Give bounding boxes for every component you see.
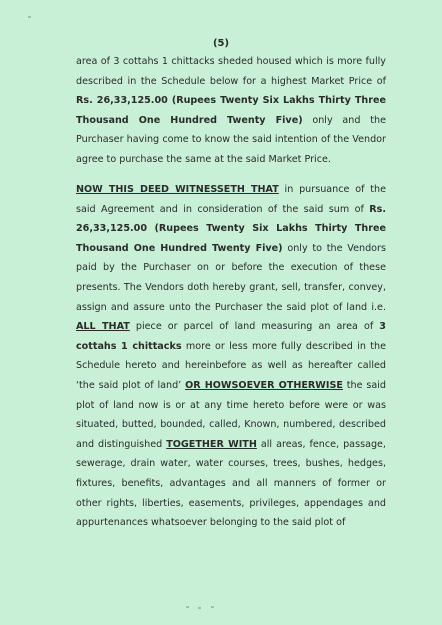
para1-text-2: only and the Purchaser having come to know the said intention of the Vendor agree to purchase the same at the said Market Price. (76, 114, 386, 165)
para2-amount: Rs. 26,33,125.00 (Rupees Twenty Six Lakhs Thirty Three Thousand One Hundred Twenty Five) (76, 203, 386, 254)
para2-text-5: the said plot of land now is or at any time hereto before were or was situated, butted, bounded, called, Known, numbered, described and distinguished (76, 379, 386, 450)
paragraph-witnesseth (76, 180, 386, 533)
para2-text-1: in pursuance of the said Agreement and in consideration of the said sum of (76, 184, 386, 215)
scan-speck (211, 606, 214, 608)
para2-text-4: more or less more fully described in the Schedule hereto and hereinbefore as well as hereafter called ‘the said plot of land’ (76, 340, 386, 391)
together-with-heading: TOGETHER WITH (166, 438, 257, 450)
para1-text-1: area of 3 cottahs 1 chittacks sheded housed which is more fully described in the Schedule below for a highest Market Price of (76, 56, 386, 87)
scan-speck (198, 607, 201, 609)
witnesseth-heading: NOW THIS DEED WITNESSETH THAT (76, 184, 279, 195)
all-that-heading: ALL THAT (76, 321, 130, 333)
howsoever-otherwise-heading: OR HOWSOEVER OTHERWISE (185, 379, 343, 391)
area-measure: 3 cottahs 1 chittacks (76, 321, 386, 352)
para2-text-2: only to the Vendors paid by the Purchaser on or before the execution of these presents. The Vendors doth hereby grant, sell, transfer, convey, assign and assure unto the Purchaser the said plot of land i.e. (76, 242, 386, 313)
scan-speck (28, 16, 31, 18)
scan-speck (186, 606, 189, 608)
para2-text-3: piece or parcel of land measuring an area of (129, 321, 380, 333)
page-number: (5) (212, 38, 230, 49)
paragraph-market-price (76, 52, 386, 170)
para1-amount: Rs. 26,33,125.00 (Rupees Twenty Six Lakhs Thirty Three Thousand One Hundred Twenty Five) (76, 95, 386, 126)
para2-text-6: all areas, fence, passage, sewerage, drain water, water courses, trees, bushes, hedges, fixtures, benefits, advantages and all manners of former or other rights, liberties, easements, privileges, appendages and appurtenances whatsoever belonging to the said plot of (76, 438, 386, 529)
